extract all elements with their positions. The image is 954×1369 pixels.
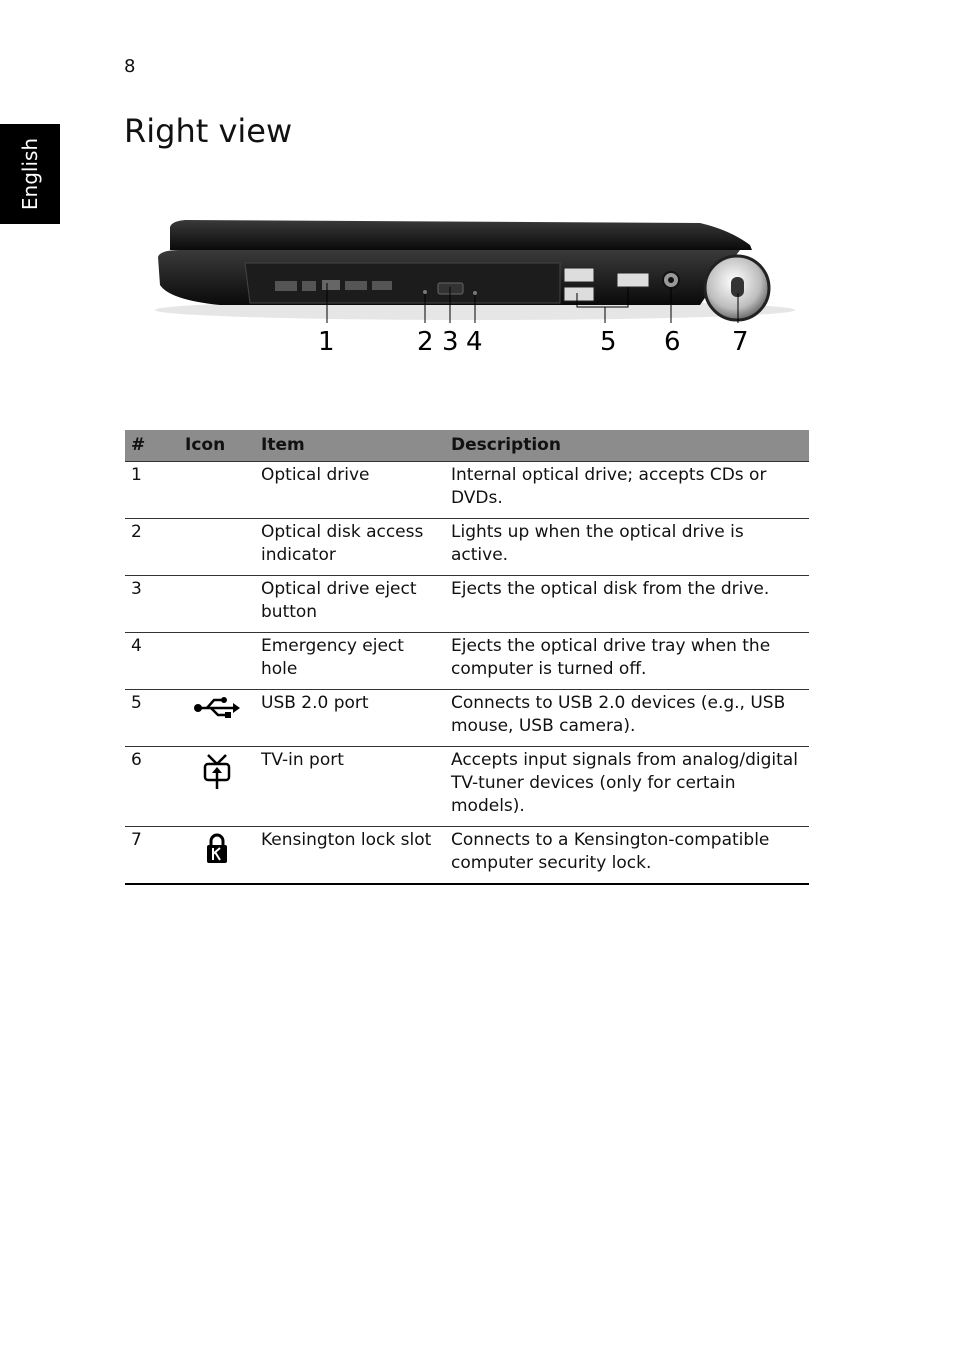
row-description: Internal optical drive; accepts CDs or DVDs. xyxy=(445,462,809,519)
row-number: 7 xyxy=(125,827,179,885)
header-item: Item xyxy=(255,430,445,462)
row-number: 1 xyxy=(125,462,179,519)
callout-6: 6 xyxy=(664,327,681,357)
table-row xyxy=(125,747,809,827)
usb-icon xyxy=(193,696,241,720)
callout-1: 1 xyxy=(318,327,335,357)
header-number: # xyxy=(125,430,179,462)
table-row xyxy=(125,690,809,747)
page-title: Right view xyxy=(124,112,293,150)
row-description: Accepts input signals from analog/digital TV-tuner devices (only for certain models). xyxy=(445,747,809,827)
table-header-row xyxy=(125,430,809,462)
row-description: Lights up when the optical drive is active. xyxy=(445,519,809,576)
row-item: TV-in port xyxy=(255,747,445,827)
tv-in-icon xyxy=(202,753,232,791)
callout-5: 5 xyxy=(600,327,617,357)
callout-4: 4 xyxy=(466,327,483,357)
page-number: 8 xyxy=(124,56,136,77)
row-item: Optical disk access indicator xyxy=(255,519,445,576)
row-number: 6 xyxy=(125,747,179,827)
laptop-right-view-image xyxy=(140,205,810,365)
laptop-right-view-figure xyxy=(140,205,810,365)
header-description: Description xyxy=(445,430,809,462)
table-row xyxy=(125,633,809,690)
row-description: Ejects the optical drive tray when the computer is turned off. xyxy=(445,633,809,690)
table-row xyxy=(125,827,809,885)
kensington-lock-icon xyxy=(205,833,229,865)
row-item: USB 2.0 port xyxy=(255,690,445,747)
table-row xyxy=(125,519,809,576)
callout-7: 7 xyxy=(732,327,749,357)
row-item: Optical drive xyxy=(255,462,445,519)
row-number: 5 xyxy=(125,690,179,747)
row-description: Connects to a Kensington-compatible computer security lock. xyxy=(445,827,809,885)
row-description: Ejects the optical disk from the drive. xyxy=(445,576,809,633)
table-row xyxy=(125,462,809,519)
row-number: 3 xyxy=(125,576,179,633)
row-item: Emergency eject hole xyxy=(255,633,445,690)
language-tab-label: English xyxy=(18,137,42,211)
row-description: Connects to USB 2.0 devices (e.g., USB mouse, USB camera). xyxy=(445,690,809,747)
right-view-table xyxy=(125,430,809,885)
callout-2: 2 xyxy=(417,327,434,357)
callout-3: 3 xyxy=(442,327,459,357)
header-icon: Icon xyxy=(179,430,255,462)
row-number: 2 xyxy=(125,519,179,576)
row-item: Kensington lock slot xyxy=(255,827,445,885)
table-row xyxy=(125,576,809,633)
row-number: 4 xyxy=(125,633,179,690)
language-tab xyxy=(0,124,60,224)
row-item: Optical drive eject button xyxy=(255,576,445,633)
